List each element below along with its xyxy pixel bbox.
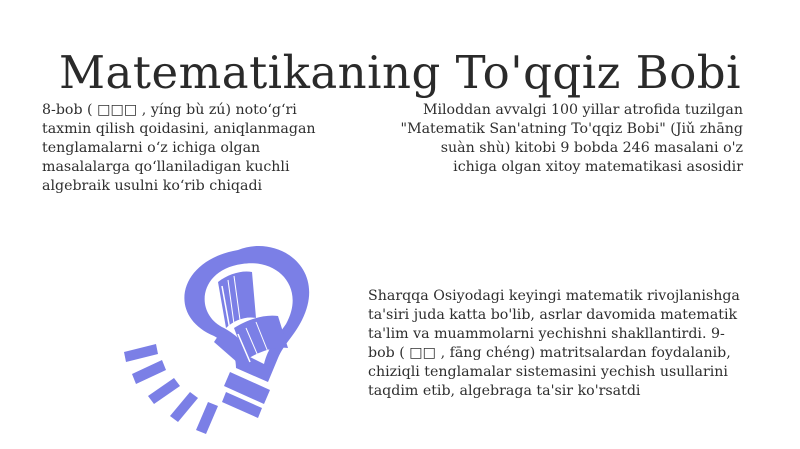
paragraph-intro: Miloddan avvalgi 100 yillar atrofida tuzilgan "Matematik San'atning To'qqiz Bobi" (Jiǔ zhāng suàn shù) kitobi 9 bobda 246 masalani o'z ichiga olgan xitoy matematikasi asosidir bbox=[400, 102, 743, 175]
paragraph-chapter-8: 8-bob ( □□□ , yíng bù zú) noto‘g‘ri taxmin qilish qoidasini, aniqlanmagan tenglamalarni o‘z ichiga olgan masalalarga qo‘llaniladigan kuchli algebraik usulni ko‘rib chiqadi bbox=[42, 102, 316, 194]
paragraph-influence: Sharqqa Osiyodagi keyingi matematik rivojlanishga ta'siri juda katta bo'lib, asrlar davomida matematik ta'lim va muammolarni yechishni shakllantirdi. 9-bob ( □□ , fāng chéng) matritsalardan foydalanib, chiziqli tenglamalar sistemasini yechish usullarini taqdim etib, algebraga ta'sir ko'rsatdi bbox=[368, 288, 740, 399]
page-title: Matematikaning To'qqiz Bobi bbox=[58, 46, 742, 100]
lightbulb-book-icon bbox=[118, 240, 318, 440]
bulb-rays-icon bbox=[124, 344, 218, 434]
